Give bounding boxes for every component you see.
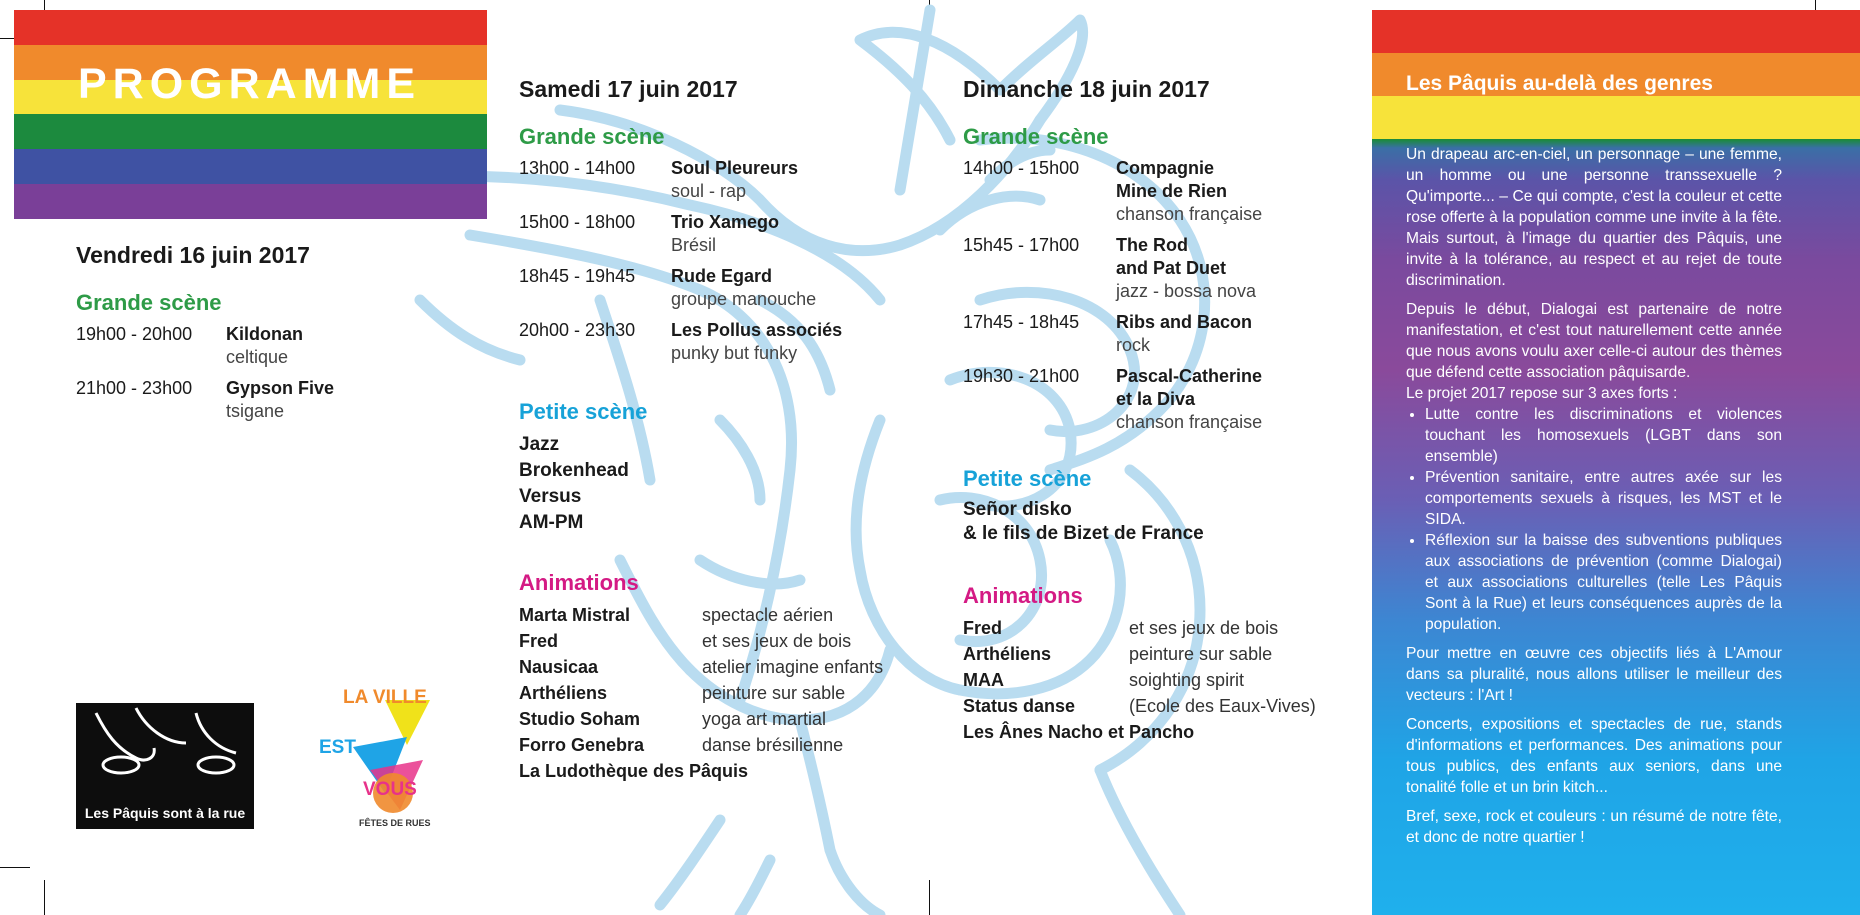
ville-vous-text: VOUS <box>363 779 417 800</box>
sunday-day-title: Dimanche 18 juin 2017 <box>963 76 1210 102</box>
right-heading: Les Pâquis au-delà des genres <box>1406 72 1713 95</box>
saturday-day-title: Samedi 17 juin 2017 <box>519 76 738 102</box>
slot-act: Ribs and Bacon <box>1116 312 1253 332</box>
slot-act: Les Pollus associés <box>671 320 843 340</box>
ville-est-vous-logo <box>315 675 465 835</box>
slot-time: 20h00 - 23h30 <box>519 320 636 340</box>
anim-name: Nausicaa <box>519 657 599 677</box>
slot-act-line2: and Pat Duet <box>1116 258 1227 278</box>
page-title: PROGRAMME <box>78 60 422 108</box>
anim-desc: peinture sur sable <box>1129 644 1273 664</box>
slot-time: 18h45 - 19h45 <box>519 266 636 286</box>
slot-genre: rock <box>1116 335 1151 355</box>
slot-act: Trio Xamego <box>671 212 780 232</box>
right-body-text <box>1406 144 1782 856</box>
ville-sub-text: FÊTES DE RUES <box>359 818 431 828</box>
slot-genre: jazz - bossa nova <box>1116 281 1257 301</box>
paragraph: Le projet 2017 repose sur 3 axes forts : <box>1406 385 1678 402</box>
paragraph: Bref, sexe, rock et couleurs : un résumé de notre fête, et donc de notre quartier ! <box>1406 808 1782 846</box>
slot-act-line2: Mine de Rien <box>1116 181 1228 201</box>
anim-name: Les Ânes Nacho et Pancho <box>963 722 1195 742</box>
slot-genre: chanson française <box>1116 204 1263 224</box>
list-item <box>963 641 1363 667</box>
anim-name: Status danse <box>963 696 1076 716</box>
slot-genre: chanson française <box>1116 412 1263 432</box>
slot-act: Kildonan <box>226 324 303 344</box>
dancing-feet-icon <box>76 703 254 783</box>
slot-time: 15h45 - 17h00 <box>963 235 1080 255</box>
list-item <box>519 706 919 732</box>
slot-act: Pascal-Catherine <box>1116 366 1263 386</box>
anim-desc: et ses jeux de bois <box>702 631 852 651</box>
slot-genre: Brésil <box>671 235 717 255</box>
list-item: & le fils de Bizet de France <box>963 523 1204 544</box>
paragraph: Concerts, expositions et spectacles de rue, stands d'informations et performances. Des animations pour tous publics, des enfants aux seniors, dans une tonalité folle et un brin kitch... <box>1406 716 1782 796</box>
slot-act: Soul Pleureurs <box>671 158 799 178</box>
friday-grande-title: Grande scène <box>76 290 222 315</box>
slot-act: The Rod <box>1116 235 1188 255</box>
anim-desc: yoga art martial <box>702 709 827 729</box>
slot-act: Compagnie <box>1116 158 1215 178</box>
list-item <box>519 602 919 628</box>
bullet-item: • Lutte contre les discriminations et violences touchant les homosexuels (LGBT dans son ensemble) <box>1425 404 1782 467</box>
list-item <box>963 693 1363 719</box>
list-item <box>519 758 919 784</box>
paquis-logo <box>76 703 254 829</box>
anim-name: Forro Genebra <box>519 735 645 755</box>
bullet-item: • Réflexion sur la baisse des subventions publiques aux associations de prévention (comme Dialogai) et aux associations culturelles (telle Les Pâquis Sont à la Rue) et leurs conséquences auprès de la population. <box>1425 530 1782 635</box>
slot-time: 19h00 - 20h00 <box>76 324 193 344</box>
list-item: Brokenhead <box>519 460 629 481</box>
anim-name: La Ludothèque des Pâquis <box>519 761 749 781</box>
anim-desc: spectacle aérien <box>702 605 834 625</box>
anim-name: Fred <box>963 618 1003 638</box>
list-item: AM-PM <box>519 512 584 533</box>
sunday-grande-title: Grande scène <box>963 124 1109 149</box>
list-item: Versus <box>519 486 582 507</box>
anim-desc: danse brésilienne <box>702 735 844 755</box>
sunday-animations <box>963 615 1363 745</box>
anim-desc: soighting spirit <box>1129 670 1245 690</box>
anim-desc: (Ecole des Eaux-Vives) <box>1129 696 1316 716</box>
anim-desc: atelier imagine enfants <box>702 657 884 677</box>
slot-time: 17h45 - 18h45 <box>963 312 1080 332</box>
list-item <box>963 667 1363 693</box>
rainbow-flag-left <box>14 10 487 219</box>
saturday-animations <box>519 602 919 784</box>
slot-time: 21h00 - 23h00 <box>76 378 193 398</box>
ville-top-text: LA VILLE <box>343 687 427 708</box>
slot-act: Gypson Five <box>226 378 335 398</box>
slot-act: Rude Egard <box>671 266 773 286</box>
anim-desc: peinture sur sable <box>702 683 846 703</box>
list-item <box>519 628 919 654</box>
anim-name: Fred <box>519 631 559 651</box>
anim-name: Arthéliens <box>519 683 608 703</box>
list-item <box>519 732 919 758</box>
slot-time: 19h30 - 21h00 <box>963 366 1080 386</box>
ville-est-text: EST <box>319 737 356 758</box>
paquis-logo-text: Les Pâquis sont à la rue <box>84 805 246 821</box>
slot-time: 13h00 - 14h00 <box>519 158 636 178</box>
saturday-petite-title: Petite scène <box>519 399 648 424</box>
list-item: Jazz <box>519 434 560 455</box>
slot-genre: punky but funky <box>671 343 798 363</box>
bullet-list <box>1406 404 1782 635</box>
anim-name: MAA <box>963 670 1004 690</box>
sunday-petite-title: Petite scène <box>963 466 1092 491</box>
list-item <box>963 719 1363 745</box>
paragraph: Un drapeau arc-en-ciel, un personnage – une femme, un homme ou une personne transsexuelle ? Qu'importe... – Ce qui compte, c'est la couleur et cette rose offerte à la population comme une invite à la fête. Mais surtout, à l'image du quartier des Pâquis, une invite à la tolérance, au respect et au rejet de toute discrimination. <box>1406 146 1782 289</box>
bullet-item: • Prévention sanitaire, entre autres axée sur les comportements sexuels à risques, les MST et le SIDA. <box>1425 467 1782 530</box>
saturday-petite-list <box>519 432 629 536</box>
slot-time: 15h00 - 18h00 <box>519 212 636 232</box>
slot-time: 14h00 - 15h00 <box>963 158 1080 178</box>
slot-genre: soul - rap <box>671 181 747 201</box>
anim-name: Studio Soham <box>519 709 640 729</box>
friday-day-title: Vendredi 16 juin 2017 <box>76 242 310 268</box>
slot-genre: celtique <box>226 347 289 367</box>
list-item <box>519 654 919 680</box>
list-item <box>963 615 1363 641</box>
anim-desc: et ses jeux de bois <box>1129 618 1279 638</box>
slot-genre: groupe manouche <box>671 289 817 309</box>
slot-genre: tsigane <box>226 401 285 421</box>
paragraph: Pour mettre en œuvre ces objectifs liés à L'Amour dans sa pluralité, nous allons utiliser le meilleur des vecteurs : l'Art ! <box>1406 645 1782 704</box>
sunday-petite-list <box>963 498 1204 546</box>
list-item <box>519 680 919 706</box>
saturday-grande-title: Grande scène <box>519 124 665 149</box>
anim-name: Marta Mistral <box>519 605 631 625</box>
saturday-anim-title: Animations <box>519 570 639 595</box>
slot-act-line2: et la Diva <box>1116 389 1196 409</box>
list-item: Señor disko <box>963 499 1072 520</box>
anim-name: Arthéliens <box>963 644 1052 664</box>
paragraph: Depuis le début, Dialogai est partenaire de notre manifestation, et c'est tout naturellement cette année que nous avons voulu axer celle-ci autour des thèmes que défend cette association pâquisarde. <box>1406 301 1782 381</box>
sunday-anim-title: Animations <box>963 583 1083 608</box>
